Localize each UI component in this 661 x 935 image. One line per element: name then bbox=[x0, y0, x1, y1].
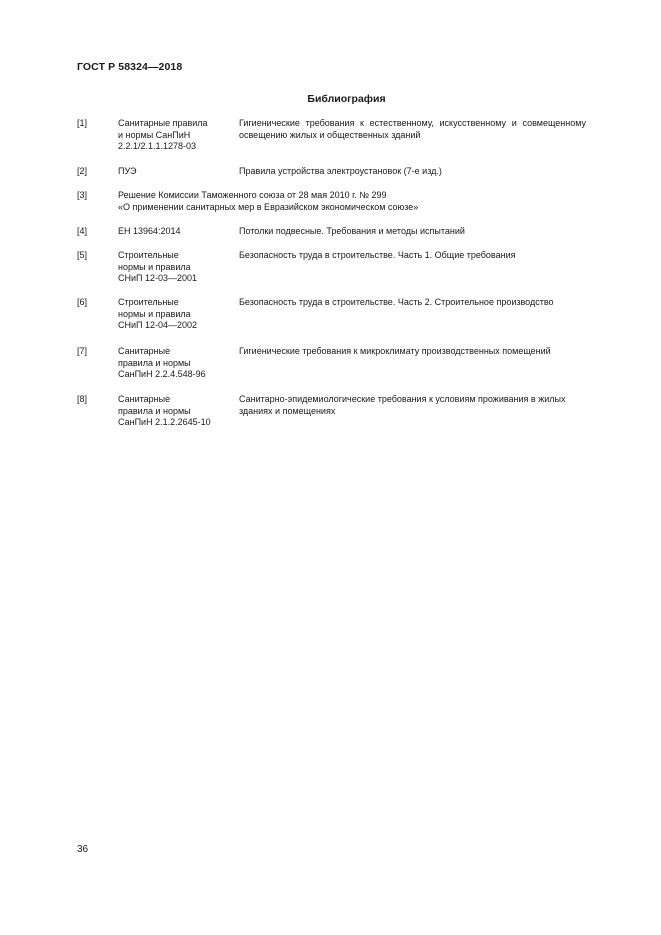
entry-description-line: освещению жилых и общественных зданий bbox=[239, 129, 421, 140]
entry-full-line: «О применении санитарных мер в Евразийском экономическом союзе» bbox=[118, 201, 419, 212]
entry-full-line: Решение Комиссии Таможенного союза от 28 мая 2010 г. № 299 bbox=[118, 190, 387, 200]
entry-description bbox=[239, 226, 615, 238]
entry-number: [4] bbox=[77, 226, 88, 236]
entry-description-line: Санитарно-эпидемиологические требования к условиям проживания в жилых bbox=[239, 394, 566, 404]
entry-source-line: нормы и правила bbox=[118, 308, 191, 319]
entry-source bbox=[118, 250, 236, 285]
entry-source bbox=[118, 346, 236, 381]
entry-source-line: Санитарные правила bbox=[118, 118, 208, 128]
entry-source-line: Санитарные bbox=[118, 394, 171, 404]
entry-description bbox=[239, 297, 615, 309]
entry-source-line: правила и нормы bbox=[118, 405, 191, 416]
entry-source bbox=[118, 226, 236, 238]
entry-description-line: Гигиенические требования к микроклимату производственных помещений bbox=[239, 346, 551, 356]
entry-number: [2] bbox=[77, 166, 88, 176]
entry-source bbox=[118, 394, 236, 429]
entry-source-line: ЕН 13964:2014 bbox=[118, 226, 181, 236]
entry-source-line: Строительные bbox=[118, 250, 179, 260]
entry-number: [7] bbox=[77, 346, 88, 356]
page-number: 36 bbox=[77, 844, 89, 855]
entry-description bbox=[239, 346, 615, 358]
entry-source bbox=[118, 118, 236, 153]
entry-description bbox=[239, 394, 615, 417]
entry-source-line: Санитарные bbox=[118, 346, 171, 356]
entry-source-line: и нормы СанПиН bbox=[118, 129, 191, 140]
entry-source-line: ПУЭ bbox=[118, 166, 137, 176]
section-title: Библиография bbox=[307, 93, 386, 105]
entry-description-line: Безопасность труда в строительстве. Часть 1. Общие требования bbox=[239, 250, 516, 260]
entry-source bbox=[118, 166, 236, 178]
entry-source-line: СанПиН 2.1.2.2645-10 bbox=[118, 417, 211, 427]
entry-number: [8] bbox=[77, 394, 88, 404]
entry-source-line: правила и нормы bbox=[118, 357, 191, 368]
entry-number: [6] bbox=[77, 297, 88, 307]
entry-source-line: СанПиН 2.2.4.548-96 bbox=[118, 369, 206, 379]
entry-source-line: 2.2.1/2.1.1.1278-03 bbox=[118, 141, 197, 151]
entry-number: [3] bbox=[77, 190, 88, 200]
entry-description-line: Гигиенические требования к естественному, искусственному и совмещенному bbox=[239, 118, 586, 128]
document-header: ГОСТ Р 58324—2018 bbox=[77, 61, 183, 73]
entry-source-line: нормы и правила bbox=[118, 261, 191, 272]
entry-number: [5] bbox=[77, 250, 88, 260]
entry-source-line: Строительные bbox=[118, 297, 179, 307]
entry-full-reference bbox=[118, 190, 615, 213]
entry-description bbox=[239, 118, 615, 141]
entry-source-line: СНиП 12-04—2002 bbox=[118, 320, 198, 330]
entry-description bbox=[239, 166, 615, 178]
entry-description-line: Безопасность труда в строительстве. Часть 2. Строительное производство bbox=[239, 297, 554, 307]
entry-description-line: Потолки подвесные. Требования и методы испытаний bbox=[239, 226, 465, 236]
entry-description-line: зданиях и помещениях bbox=[239, 405, 336, 416]
entry-source-line: СНиП 12-03—2001 bbox=[118, 273, 198, 283]
entry-number: [1] bbox=[77, 118, 88, 128]
entry-source bbox=[118, 297, 236, 332]
entry-description-line: Правила устройства электроустановок (7-е изд.) bbox=[239, 166, 442, 176]
entry-description bbox=[239, 250, 615, 262]
